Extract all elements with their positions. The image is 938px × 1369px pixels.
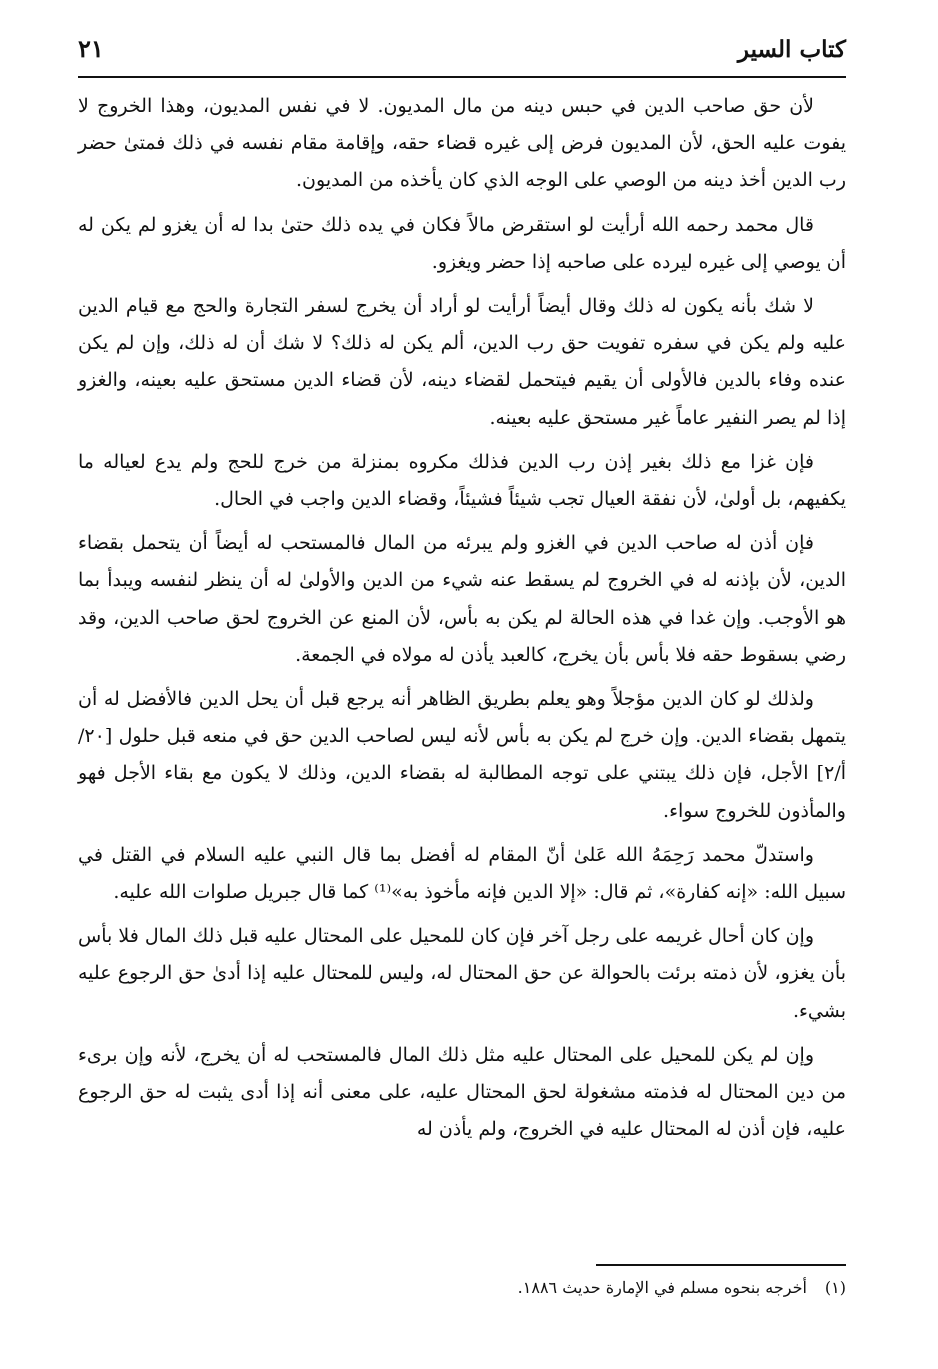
paragraph: فإن غزا مع ذلك بغير إذن رب الدين فذلك مكروه بمنزلة من خرج للحج ولم يدع لعياله ما يكفيهم، بل أولىٰ، لأن نفقة العيال تجب شيئاً فشيئاً، وقضاء الدين واجب في الحال.: [78, 450, 846, 511]
footnote-marker: (١): [824, 1278, 846, 1297]
paragraph: وإن لم يكن للمحيل على المحتال عليه مثل ذلك المال فالمستحب له أن يخرج، لأنه وإن برىء من دين المحتال له فذمته مشغولة لحق المحتال عليه، على معنى أنه إذا أدى يثبت له حق الرجوع عليه، فإن أذن له المحتال عليه في الخروج، ولم يأذن له: [78, 1043, 846, 1141]
footnote-divider: [596, 1264, 846, 1266]
paragraph: فإن أذن له صاحب الدين في الغزو ولم يبرئه من المال فالمستحب له أيضاً أن يتحمل بقضاء الدين، لأن بإذنه له في الخروج لم يسقط عنه شيء من الدين والأولىٰ له أن ينظر لنفسه ويبدأ بما هو الأوجب. وإن غدا في هذه الحالة لم يكن به بأس، لأن المنع عن الخروج لحق صاحب الدين، وقد رضي بسقوط حقه فلا بأس بأن يخرج، كالعبد يأذن له مولاه في الجمعة.: [78, 532, 846, 666]
paragraph: قال محمد رحمه الله أرأيت لو استقرض مالاً فكان في يده ذلك حتىٰ بدا له أن يغزو لم يكن له أن يوصي إلى غيره ليرده على صاحبه إذا حضر ويغزو.: [78, 213, 846, 273]
page-number: ٢١: [78, 34, 104, 63]
paragraph: واستدلّ محمد رَحِمَهُ الله عَلىٰ أنّ المقام له أفضل بما قال النبي عليه السلام في القتل في سبيل الله: «إنه كفارة»، ثم قال: «إلا الدين فإنه مأخوذ به»⁽¹⁾ كما قال جبريل صلوات الله عليه.: [78, 843, 846, 904]
footnote-text: أخرجه بنحوه مسلم في الإمارة حديث ١٨٨٦.: [517, 1278, 807, 1297]
main-text: [78, 88, 846, 1155]
page-header: [78, 30, 846, 78]
paragraph: لا شك بأنه يكون له ذلك وقال أيضاً أرأيت لو أراد أن يخرج لسفر التجارة والحج مع قيام الدين عليه ولم يكن في سفره تفويت حق رب الدين، ألم يكن له ذلك؟ لا شك أن له ذلك، وإن لم يكن عنده وفاء بالدين فالأولى أن يقيم فيتحمل لقضاء دينه، لأن قضاء الدين مستحق عليه بعينه، والغزو إذا لم يصر النفير عاماً غير مستحق عليه بعينه.: [78, 295, 846, 429]
paragraph: لأن حق صاحب الدين في حبس دينه من مال المديون. لا في نفس المديون، وهذا الخروج لا يفوت عليه الحق، لأن المديون فرض إلى غيره قضاء حقه، وإقامة مقام نفسه في ذلك فمتىٰ حضر رب الدين أخذ دينه من الوصي على الوجه الذي كان يأخذه من المديون.: [78, 95, 846, 192]
paragraph: ولذلك لو كان الدين مؤجلاً وهو يعلم بطريق الظاهر أنه يرجع قبل أن يحل الدين فالأفضل له أن يتمهل بقضاء الدين. وإن خرج لم يكن به بأس لأنه ليس لصاحب الدين حق في منعه قبل حلول [٢٠/أ/٢] الأجل، فإن ذلك يبتني على توجه المطالبة له بقضاء الدين، وذلك لا يكون مع بقاء الأجل فهو والمأذون للخروج سواء.: [78, 688, 846, 822]
footnote: [78, 1274, 846, 1302]
paragraph: وإن كان أحال غريمه على رجل آخر فإن كان للمحيل على المحتال عليه قبل ذلك المال فلا بأس بأن يغزو، لأن ذمته برئت بالحوالة عن حق المحتال له، وليس للمحتال عليه إذا أدىٰ حق الرجوع عليه بشيء.: [78, 925, 846, 1022]
running-title: كتاب السير: [737, 36, 846, 63]
